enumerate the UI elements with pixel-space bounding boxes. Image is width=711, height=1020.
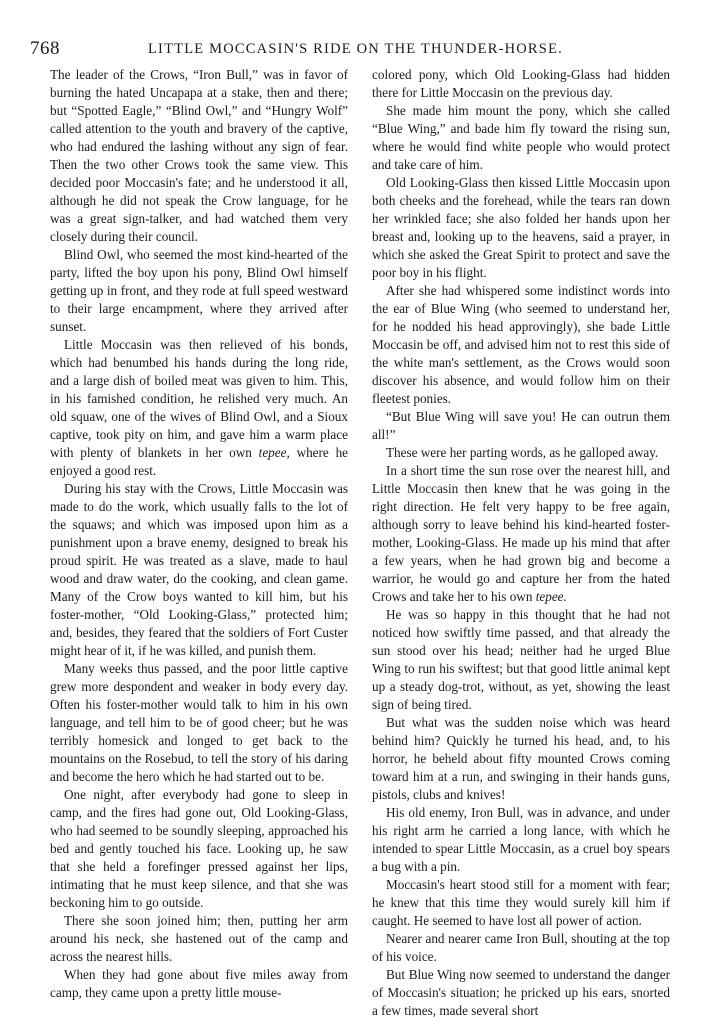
paragraph: colored pony, which Old Looking-Glass had hidden there for Little Moccasin on the previous day. [372, 67, 670, 100]
paragraph-text: In a short time the sun rose over the nearest hill, and Little Moccasin then knew that he was going in the right direction. He felt very happy to be free again, although sorry to leave behind his kind-hearted foster-mother, Looking-Glass. He made up his mind that after a few years, when he had grown big and become a warrior, he would go and capture her from the hated Crows and take her to his own [372, 463, 670, 604]
page-header [30, 38, 690, 62]
paragraph: After she had whispered some indistinct words into the ear of Blue Wing (who seemed to understand her, for he nodded his head approvingly), she bade Little Moccasin be off, and advised him not to rest this side of the white man's settlement, as the Crows would soon discover his absence, and would follow him on their fleetest ponies. [372, 283, 670, 406]
paragraph: These were her parting words, as he galloped away. [386, 445, 659, 460]
paragraph [50, 336, 348, 480]
paragraph: Moccasin's heart stood still for a moment with fear; he knew that this time they would surely kill him if caught. He seemed to have lost all power of action. [372, 877, 670, 928]
paragraph: Nearer and nearer came Iron Bull, shouting at the top of his voice. [372, 931, 670, 964]
paragraph: She made him mount the pony, which she called “Blue Wing,” and bade him fly toward the rising sun, where he would find white people who would protect and take care of him. [372, 103, 670, 172]
paragraph: “But Blue Wing will save you! He can outrun them all!” [372, 409, 670, 442]
paragraph: Blind Owl, who seemed the most kind-hearted of the party, lifted the boy upon his pony, Blind Owl himself getting up in front, and they rode at full speed westward to their large encampment, where they arrived after sunset. [50, 247, 348, 334]
column-left [50, 66, 349, 1000]
paragraph-text: Little Moccasin was then relieved of his bonds, which had benumbed his hands during the long ride, and a large dish of boiled meat was given to him. This, in his famished condition, he relished very much. An old squaw, one of the wives of Blind Owl, and a Sioux captive, took pity on him, and gave him a warm place with plenty of blankets in her own [50, 337, 348, 460]
paragraph: The leader of the Crows, “Iron Bull,” was in favor of burning the hated Uncapapa at a stake, then and there; but “Spotted Eagle,” “Blind Owl,” and “Hungry Wolf” called attention to the youth and bravery of the captive, who had endured the lashing without any sign of fear. Then the two other Crows took the same view. This decided poor Moccasin's fate; and he understood it all, although he did not speak the Crow language, for he was a great sign-talker, and had watched them very closely during their council. [50, 67, 348, 244]
text-columns [50, 66, 670, 1018]
column-right [372, 66, 670, 1018]
paragraph: His old enemy, Iron Bull, was in advance, and under his right arm he carried a long lance, with which he intended to spear Little Moccasin, as a cruel boy spears a bug with a pin. [372, 805, 670, 874]
italic-word: tepee. [535, 589, 567, 604]
running-title: LITTLE MOCCASIN'S RIDE ON THE THUNDER-HORSE. [148, 41, 563, 57]
paragraph: Old Looking-Glass then kissed Little Moccasin upon both cheeks and the forehead, while the tears ran down her wrinkled face; she also folded her hands upon her breast and, looking up to the heavens, said a prayer, in which she asked the Great Spirit to protect and save the poor boy in his flight. [372, 175, 670, 280]
paragraph: One night, after everybody had gone to sleep in camp, and the fires had gone out, Old Looking-Glass, who had seemed to be soundly sleeping, approached his bed and gently touched his face. Looking up, he saw that she held a forefinger pressed against her lips, intimating that he must keep silence, and that she was beckoning him to go outside. [50, 787, 348, 910]
page-number: 768 [30, 38, 60, 59]
paragraph: During his stay with the Crows, Little Moccasin was made to do the work, which usually falls to the lot of the squaws; and which was imposed upon him as a punishment upon a brave enemy, designed to break his proud spirit. He was treated as a slave, made to haul wood and draw water, do the cooking, and clean game. Many of the Crow boys wanted to kill him, but his foster-mother, “Old Looking-Glass,” protected him; and, besides, they feared that the soldiers of Fort Custer might hear of it, if he was killed, and punish them. [50, 481, 348, 658]
paragraph [372, 462, 670, 606]
paragraph: There she soon joined him; then, putting her arm around his neck, she hastened out of the camp and across the nearest hills. [50, 913, 348, 964]
italic-word: tepee, [258, 445, 290, 460]
paragraph: Many weeks thus passed, and the poor little captive grew more despondent and weaker in body every day. Often his foster-mother would talk to him in his own language, and tell him to be of good cheer; but he was terribly homesick and longed to get back to the mountains on the Rosebud, to tell the story of his daring and become the hero which he had started out to be. [50, 661, 348, 784]
paragraph-tail: where he enjoyed a good rest. [50, 445, 349, 478]
paragraph: But Blue Wing now seemed to understand the danger of Moccasin's situation; he pricked up his ears, snorted a few times, made several short [372, 967, 670, 1018]
paragraph: But what was the sudden noise which was heard behind him? Quickly he turned his head, and, to his horror, he beheld about fifty mounted Crows coming toward him at a run, and swinging in their hands guns, pistols, clubs and knives! [372, 715, 670, 802]
paragraph: When they had gone about five miles away from camp, they came upon a pretty little mouse- [50, 967, 348, 1000]
paragraph: He was so happy in this thought that he had not noticed how swiftly time passed, and that already the sun stood over his head; neither had he urged Blue Wing to run his swiftest; but that good little animal kept up a steady dog-trot, without, as yet, showing the least sign of being tired. [372, 607, 670, 712]
